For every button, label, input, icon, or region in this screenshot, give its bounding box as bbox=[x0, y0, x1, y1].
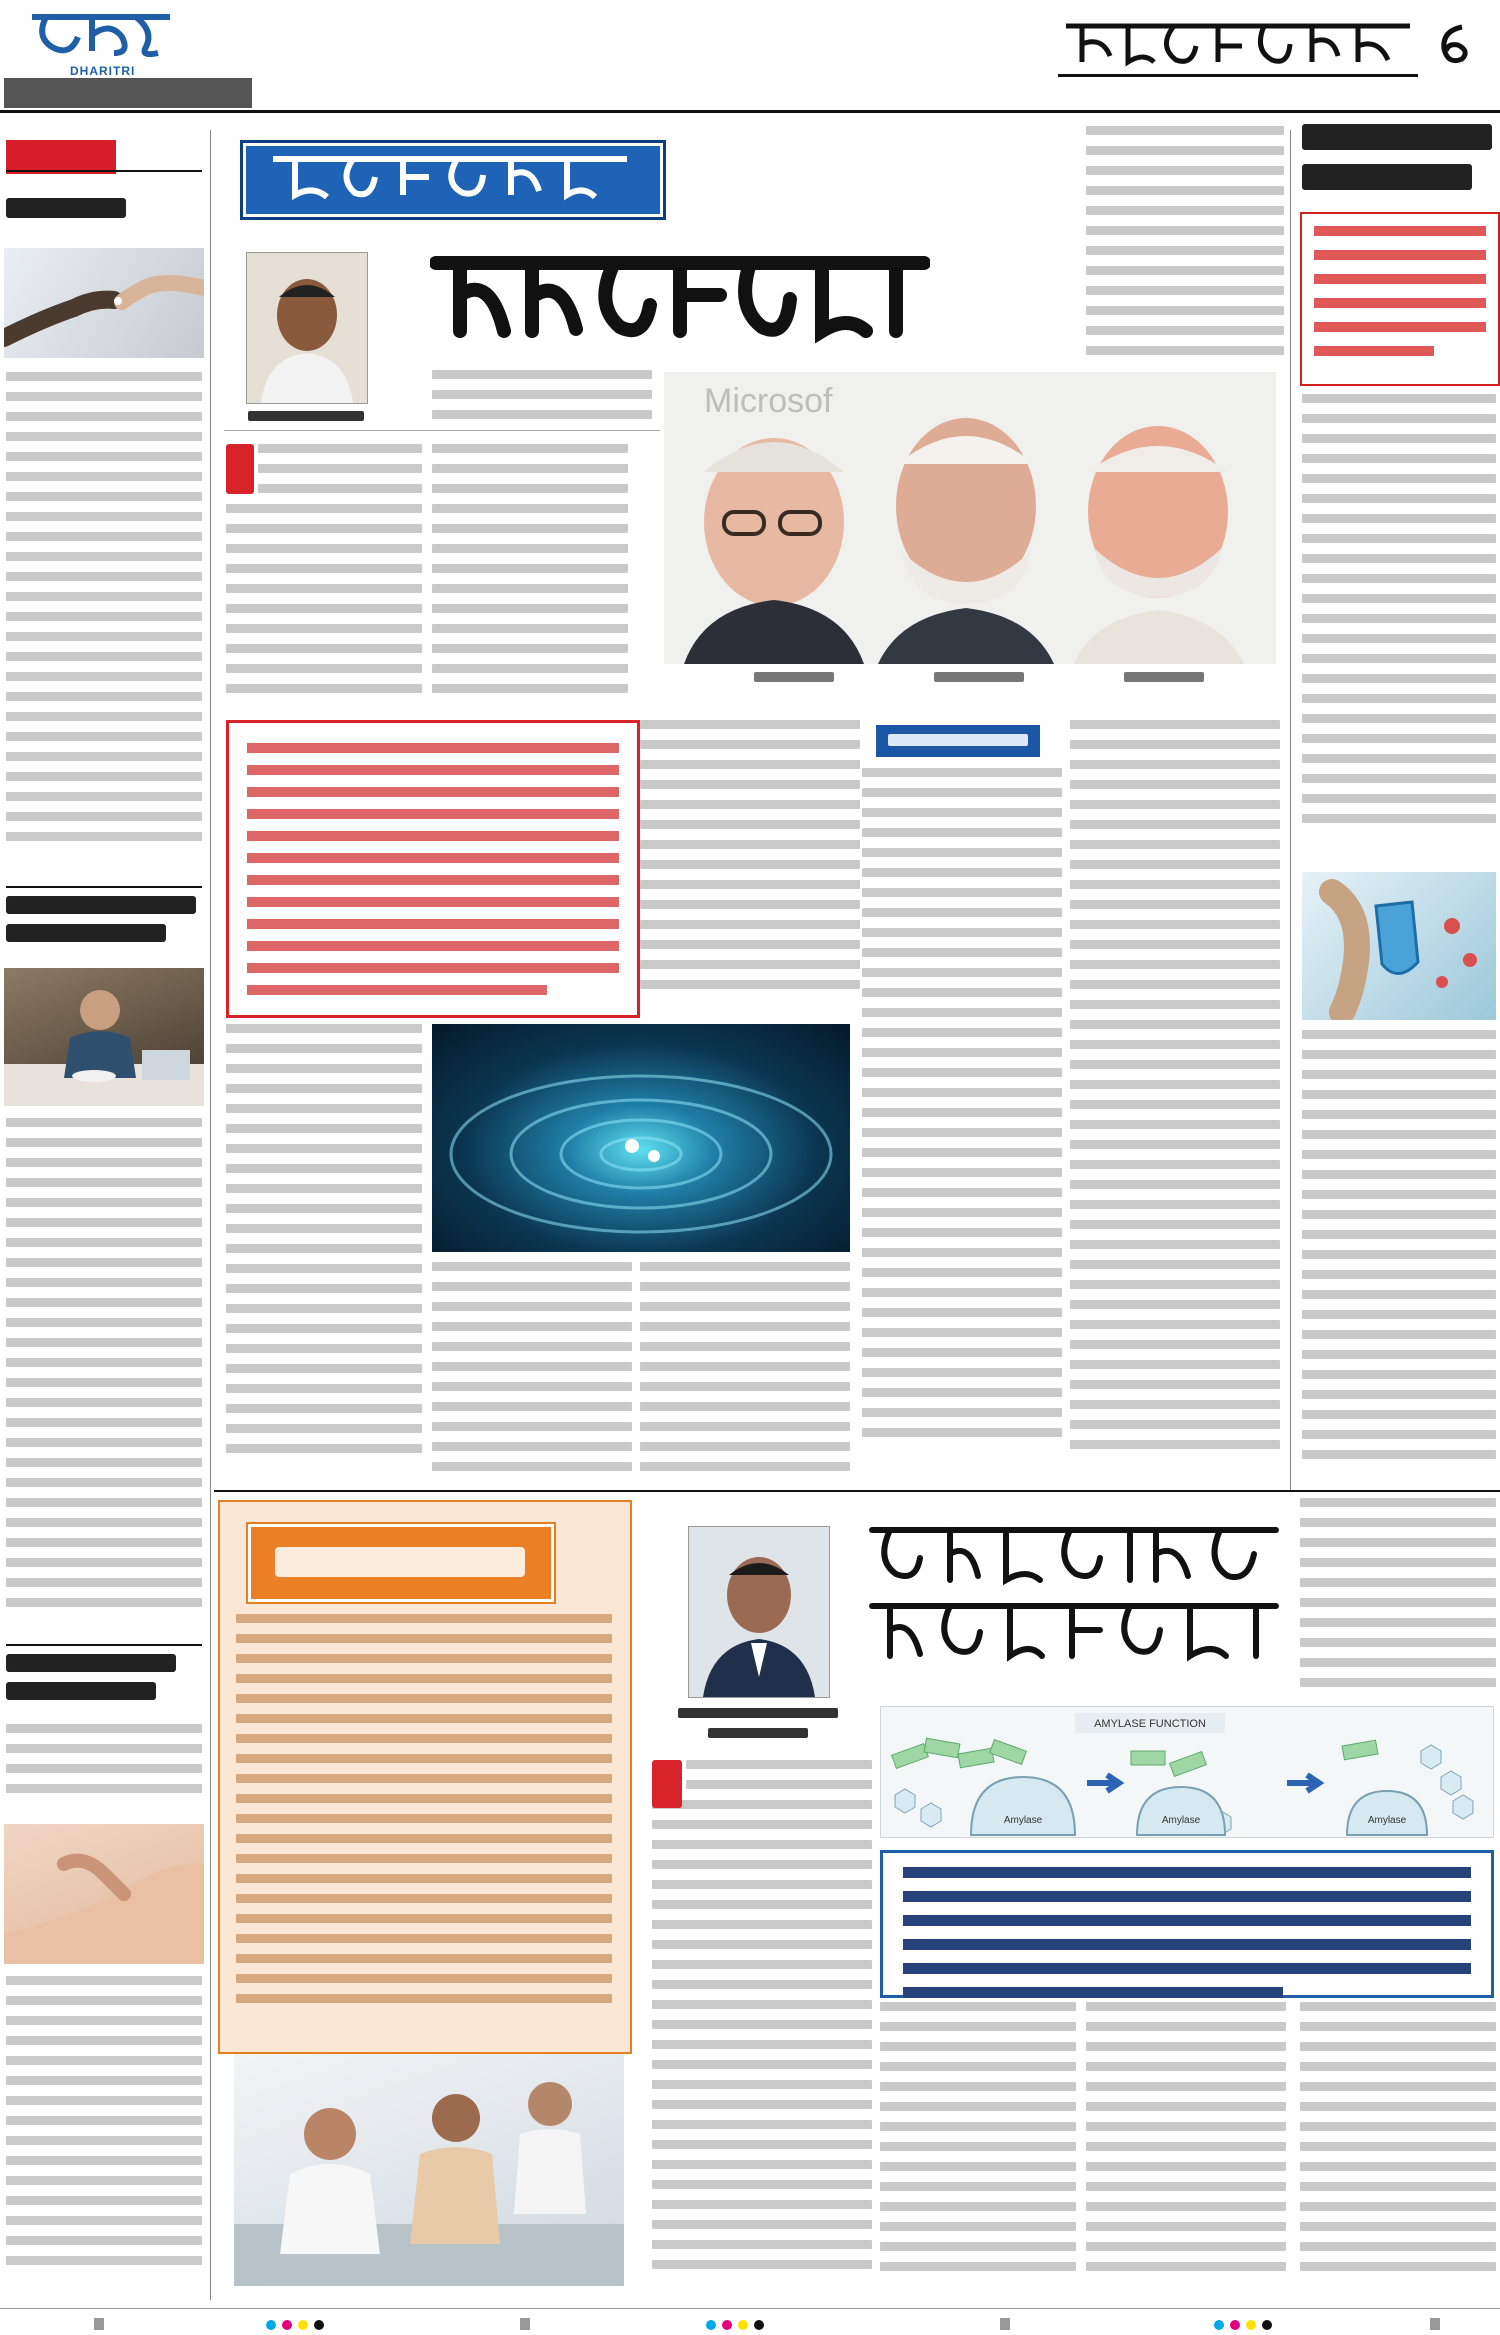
chemistry-headline bbox=[866, 1510, 1286, 1670]
brief-heading-3 bbox=[6, 1654, 176, 1714]
chem-col-1 bbox=[652, 1760, 872, 2304]
brief-divider-1 bbox=[6, 886, 202, 888]
diagram-title: AMYLASE FUNCTION bbox=[1094, 1718, 1206, 1730]
briefs-tag bbox=[6, 140, 116, 174]
brief-1-text bbox=[6, 372, 202, 882]
author-name bbox=[248, 408, 364, 424]
article-col-3 bbox=[640, 720, 860, 1020]
article-kicker bbox=[240, 140, 666, 220]
chem-col-2 bbox=[880, 2002, 1076, 2302]
gravitational-wave-illustration bbox=[432, 1024, 850, 1252]
drop-cap bbox=[226, 444, 254, 494]
author-photo bbox=[246, 252, 368, 404]
dateline-bar bbox=[4, 78, 252, 108]
brief-heading-1 bbox=[6, 190, 126, 224]
print-registration-marks bbox=[0, 2308, 1500, 2335]
enzyme-label-1: Amylase bbox=[1003, 1815, 1043, 1826]
author-2-photo bbox=[688, 1526, 830, 1698]
article-col-1 bbox=[226, 444, 422, 706]
pull-quote-blue bbox=[880, 1850, 1494, 1998]
chem-col-3 bbox=[1086, 2002, 1286, 2302]
brief-3-text bbox=[6, 1976, 202, 2296]
article-col-right-top bbox=[1086, 126, 1284, 366]
left-column-rule bbox=[210, 130, 211, 2300]
logo-script bbox=[26, 6, 236, 64]
brief-divider-2 bbox=[6, 1644, 202, 1646]
enzyme-label-2: Amylase bbox=[1161, 1815, 1201, 1826]
woman-eating-at-desk-photo bbox=[4, 968, 204, 1106]
brief-3-text-top bbox=[6, 1724, 202, 1814]
brief-heading-2 bbox=[6, 896, 196, 956]
article-col-2-top bbox=[432, 370, 652, 440]
briefs-rule bbox=[6, 170, 202, 172]
immunity-shield-illustration bbox=[1302, 872, 1496, 1020]
article-col-8 bbox=[640, 1262, 850, 1500]
article-col-5 bbox=[1070, 720, 1280, 1500]
author-2-name bbox=[668, 1704, 848, 1746]
photo-background-logo: Microsof bbox=[704, 382, 833, 420]
logo-latin: DHARITRI bbox=[70, 64, 136, 78]
doctor-consultation-photo bbox=[234, 2054, 624, 2286]
nobel-laureates-photo bbox=[664, 372, 1276, 664]
masthead-rule bbox=[0, 110, 1500, 113]
lower-section-rule bbox=[214, 1490, 1500, 1492]
section-title bbox=[1058, 16, 1418, 77]
sidebar-red-intro bbox=[1300, 212, 1500, 386]
chem-col-4 bbox=[1300, 2002, 1496, 2302]
sidebar-headline bbox=[1302, 124, 1492, 204]
brief-2-text bbox=[6, 1118, 202, 1638]
pull-quote-red bbox=[226, 720, 640, 1018]
amylase-function-diagram bbox=[880, 1706, 1494, 1838]
robotic-hand-photo bbox=[4, 248, 204, 358]
article-col-7 bbox=[432, 1262, 632, 1500]
page-number bbox=[1424, 14, 1484, 74]
knee-pain-photo bbox=[4, 1824, 204, 1964]
article-col-2 bbox=[432, 444, 628, 706]
chem-drop-cap bbox=[652, 1760, 682, 1808]
right-column-rule bbox=[1290, 130, 1291, 1490]
health-tips-heading bbox=[248, 1524, 554, 1602]
sidebar-text-2 bbox=[1302, 1030, 1496, 1500]
article-col-4 bbox=[862, 768, 1062, 1500]
article-col-6 bbox=[226, 1024, 422, 1500]
health-tips-list bbox=[236, 1614, 612, 2034]
enzyme-label-3: Amylase bbox=[1367, 1815, 1407, 1826]
photo-captions bbox=[664, 668, 1276, 688]
article-headline bbox=[430, 235, 930, 353]
sidebar-text-1 bbox=[1302, 394, 1496, 864]
nobel-prize-tag bbox=[876, 725, 1040, 757]
